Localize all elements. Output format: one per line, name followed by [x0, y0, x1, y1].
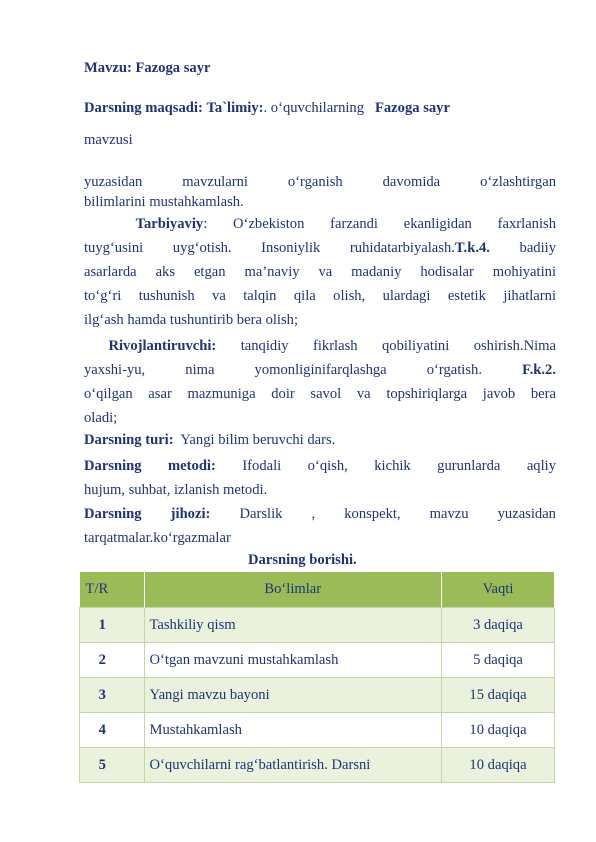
metodi-label: Darsning metodi:	[84, 458, 216, 474]
row-number: 3	[80, 678, 145, 713]
row-time: 3 daqiqa	[442, 608, 555, 643]
topic-title	[84, 60, 210, 77]
table-row	[80, 713, 555, 748]
tarbiyaviy-label: Tarbiyaviy	[135, 216, 204, 232]
goal-line3: yuzasidan mavzularni o‘rganish davomida o‘zlashtirgan	[84, 174, 556, 190]
goal-text-a: . o‘quvchilarning	[263, 100, 365, 116]
tarbiyaviy-line3: asarlarda aks etgan ma’naviy va madaniy hodisalar mohiyatini	[84, 264, 556, 280]
jihozi-line1	[84, 506, 556, 523]
tarbiyaviy-line5: ilg‘ash hamda tushuntirib bera olish;	[84, 312, 299, 328]
metodi-text1: Ifodali o‘qish, kichik gurunlarda aqliy	[242, 458, 556, 474]
table-row	[80, 678, 555, 713]
row-number: 1	[80, 608, 145, 643]
jihozi-text1: Darslik , konspekt, mavzu yuzasidan	[239, 506, 556, 522]
tarbiyaviy-line4: to‘g‘ri tushunish va talqin qila olish, ulardagi estetik jihatlarni	[84, 288, 556, 304]
goal-text-b: mavzusi	[84, 132, 133, 148]
row-section: Tashkiliy qism	[144, 608, 442, 643]
jihozi-label: Darsning jihozi:	[84, 506, 211, 522]
tarbiyaviy-line2	[84, 240, 556, 257]
borishi-heading: Darsning borishi.	[248, 552, 357, 568]
rivoj-text2: yaxshi-yu, nima yomonliginifarqlashga o‘rgatish.	[84, 362, 482, 378]
rivoj-label: Rivojlantiruvchi:	[108, 338, 217, 354]
topic-label: Mavzu:	[84, 60, 132, 76]
row-section: Mustahkamlash	[144, 713, 442, 748]
metodi-line2: hujum, suhbat, izlanish metodi.	[84, 482, 268, 498]
row-number: 2	[80, 643, 145, 678]
turi-line	[84, 432, 335, 449]
table-header-row	[80, 572, 555, 608]
rivoj-code: F.k.2.	[522, 362, 556, 378]
row-time: 5 daqiqa	[442, 643, 555, 678]
table-row	[80, 748, 555, 783]
rivoj-line3: o‘qilgan asar mazmuniga doir savol va topshiriqlarga javob bera	[84, 386, 556, 402]
tarbiyaviy-text1: : O‘zbekiston farzandi ekanligidan faxrlanish	[203, 216, 556, 232]
row-section: O‘quvchilarni rag‘batlantirish. Darsni	[144, 748, 442, 783]
topic-value: Fazoga sayr	[135, 60, 211, 76]
header-time: Vaqti	[442, 572, 555, 608]
row-section: Yangi mavzu bayoni	[144, 678, 442, 713]
goal-line	[84, 100, 450, 117]
row-section: O‘tgan mavzuni mustahkamlash	[144, 643, 442, 678]
rivoj-line1	[84, 338, 556, 355]
rivoj-text1: tanqidiy fikrlash qobiliyatini oshirish.Nima	[240, 338, 556, 354]
rivoj-line4: oladi;	[84, 410, 118, 426]
row-time: 15 daqiqa	[442, 678, 555, 713]
jihozi-line2: tarqatmalar.ko‘rgazmalar	[84, 530, 231, 546]
turi-value: Yangi bilim beruvchi dars.	[180, 432, 336, 448]
tarbiyaviy-line1	[84, 216, 556, 233]
rivoj-line2	[84, 362, 556, 379]
tarbiyaviy-code: T.k.4.	[454, 240, 490, 256]
talimiy-label: Ta`limiy:	[206, 100, 264, 116]
metodi-line1	[84, 458, 556, 475]
table-row	[80, 608, 555, 643]
goal-line4: bilimlarini mustahkamlash.	[84, 194, 244, 210]
row-number: 5	[80, 748, 145, 783]
tarbiyaviy-text2: tuyg‘usini uyg‘otish. Insoniylik ruhidatarbiyalash.	[84, 240, 455, 256]
row-time: 10 daqiqa	[442, 713, 555, 748]
header-tr: T/R	[80, 572, 145, 608]
turi-label: Darsning turi:	[84, 432, 174, 448]
goal-label: Darsning maqsadi:	[84, 100, 203, 116]
row-time: 10 daqiqa	[442, 748, 555, 783]
goal-topic: Fazoga sayr	[374, 100, 450, 116]
tarbiyaviy-text2b: badiiy	[519, 240, 556, 256]
table-row	[80, 643, 555, 678]
row-number: 4	[80, 713, 145, 748]
lesson-plan-table	[79, 572, 555, 783]
header-sections: Bo‘limlar	[144, 572, 442, 608]
